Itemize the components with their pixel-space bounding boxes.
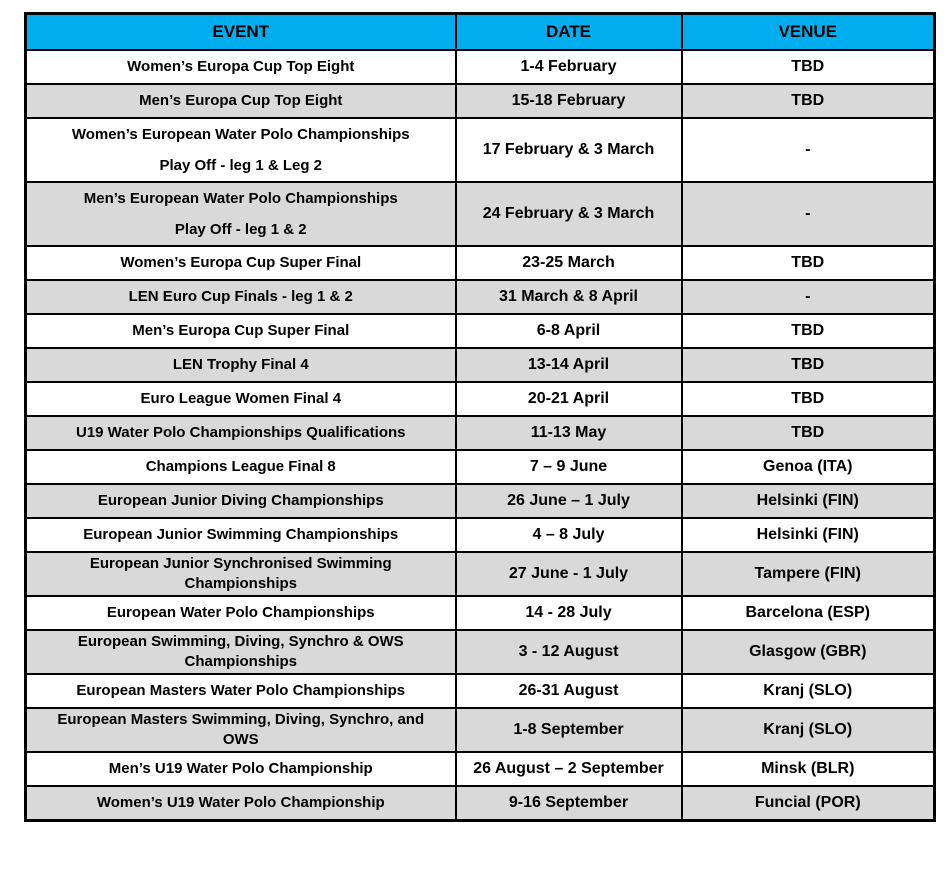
venue-cell: TBD bbox=[682, 50, 935, 84]
date-cell: 24 February & 3 March bbox=[456, 182, 682, 246]
venue-cell: Funcial (POR) bbox=[682, 786, 935, 820]
venue-cell: Barcelona (ESP) bbox=[682, 596, 935, 630]
event-cell bbox=[26, 182, 456, 246]
header-venue: VENUE bbox=[682, 14, 935, 51]
venue-cell: TBD bbox=[682, 416, 935, 450]
event-line: Champions League Final 8 bbox=[145, 458, 336, 475]
table-row bbox=[26, 552, 935, 596]
event-line: European Junior Swimming Championships bbox=[83, 526, 399, 543]
date-cell: 26-31 August bbox=[456, 674, 682, 708]
event-line: U19 Water Polo Championships Qualifications bbox=[76, 424, 406, 441]
event-cell bbox=[26, 84, 456, 118]
event-line: Championships bbox=[184, 575, 297, 592]
venue-cell: Helsinki (FIN) bbox=[682, 518, 935, 552]
table-row bbox=[26, 752, 935, 786]
event-cell bbox=[26, 450, 456, 484]
date-cell: 14 - 28 July bbox=[456, 596, 682, 630]
event-line: Women’s Europa Cup Top Eight bbox=[127, 58, 355, 75]
date-cell: 9-16 September bbox=[456, 786, 682, 820]
date-cell: 1-8 September bbox=[456, 708, 682, 752]
table-row bbox=[26, 314, 935, 348]
header-date: DATE bbox=[456, 14, 682, 51]
venue-cell: Minsk (BLR) bbox=[682, 752, 935, 786]
date-cell: 26 August – 2 September bbox=[456, 752, 682, 786]
venue-cell: Kranj (SLO) bbox=[682, 674, 935, 708]
event-line: Men’s Europa Cup Super Final bbox=[132, 322, 350, 339]
event-line: LEN Euro Cup Finals - leg 1 & 2 bbox=[128, 288, 353, 305]
event-line: Euro League Women Final 4 bbox=[140, 390, 342, 407]
event-line: European Masters Water Polo Championships bbox=[76, 682, 406, 699]
event-line: Play Off - leg 1 & Leg 2 bbox=[159, 157, 323, 174]
event-line: OWS bbox=[222, 731, 259, 748]
event-cell bbox=[26, 552, 456, 596]
table-row bbox=[26, 50, 935, 84]
date-cell: 11-13 May bbox=[456, 416, 682, 450]
event-line: Play Off - leg 1 & 2 bbox=[174, 221, 307, 238]
table-row bbox=[26, 596, 935, 630]
venue-cell: Kranj (SLO) bbox=[682, 708, 935, 752]
event-line: Men’s U19 Water Polo Championship bbox=[108, 760, 373, 777]
event-cell bbox=[26, 630, 456, 674]
venue-cell: TBD bbox=[682, 246, 935, 280]
event-cell bbox=[26, 348, 456, 382]
date-cell: 13-14 April bbox=[456, 348, 682, 382]
date-cell: 15-18 February bbox=[456, 84, 682, 118]
event-cell bbox=[26, 484, 456, 518]
event-cell bbox=[26, 786, 456, 820]
table-body bbox=[26, 50, 935, 820]
header-event: EVENT bbox=[26, 14, 456, 51]
table-row bbox=[26, 630, 935, 674]
event-cell bbox=[26, 382, 456, 416]
date-cell: 3 - 12 August bbox=[456, 630, 682, 674]
date-cell: 27 June - 1 July bbox=[456, 552, 682, 596]
table-row bbox=[26, 280, 935, 314]
date-cell: 20-21 April bbox=[456, 382, 682, 416]
table-header-row bbox=[26, 14, 935, 51]
event-cell bbox=[26, 314, 456, 348]
event-line: Women’s U19 Water Polo Championship bbox=[96, 793, 385, 811]
event-cell bbox=[26, 416, 456, 450]
table-row bbox=[26, 246, 935, 280]
table-row bbox=[26, 786, 935, 820]
date-cell: 7 – 9 June bbox=[456, 450, 682, 484]
venue-cell: Tampere (FIN) bbox=[682, 552, 935, 596]
event-cell bbox=[26, 118, 456, 182]
venue-cell: TBD bbox=[682, 84, 935, 118]
date-cell: 26 June – 1 July bbox=[456, 484, 682, 518]
table-row bbox=[26, 484, 935, 518]
venue-cell: TBD bbox=[682, 382, 935, 416]
event-line: European Water Polo Championships bbox=[106, 604, 375, 621]
event-cell bbox=[26, 246, 456, 280]
schedule-table-wrapper bbox=[24, 12, 936, 822]
venue-cell: Genoa (ITA) bbox=[682, 450, 935, 484]
venue-cell: Helsinki (FIN) bbox=[682, 484, 935, 518]
event-line: Men’s Europa Cup Top Eight bbox=[139, 92, 343, 109]
venue-cell: - bbox=[682, 118, 935, 182]
date-cell: 1-4 February bbox=[456, 50, 682, 84]
table-row bbox=[26, 450, 935, 484]
event-line: Championships bbox=[184, 653, 297, 670]
event-line: LEN Trophy Final 4 bbox=[172, 356, 309, 373]
event-line: European Junior Synchronised Swimming bbox=[89, 555, 392, 572]
event-line: Men’s European Water Polo Championships bbox=[83, 190, 398, 207]
event-line: European Masters Swimming, Diving, Synchro, and bbox=[57, 711, 425, 728]
event-line: Women’s Europa Cup Super Final bbox=[120, 254, 362, 271]
date-cell: 4 – 8 July bbox=[456, 518, 682, 552]
table-row bbox=[26, 182, 935, 246]
events-schedule-table bbox=[24, 12, 936, 822]
event-line: European Swimming, Diving, Synchro & OWS bbox=[77, 633, 404, 650]
event-cell bbox=[26, 280, 456, 314]
table-row bbox=[26, 118, 935, 182]
event-cell bbox=[26, 708, 456, 752]
venue-cell: - bbox=[682, 280, 935, 314]
event-cell bbox=[26, 596, 456, 630]
table-row bbox=[26, 708, 935, 752]
venue-cell: - bbox=[682, 182, 935, 246]
venue-cell: Glasgow (GBR) bbox=[682, 630, 935, 674]
venue-cell: TBD bbox=[682, 314, 935, 348]
date-cell: 23-25 March bbox=[456, 246, 682, 280]
date-cell: 6-8 April bbox=[456, 314, 682, 348]
venue-cell: TBD bbox=[682, 348, 935, 382]
table-row bbox=[26, 348, 935, 382]
event-cell bbox=[26, 50, 456, 84]
table-row bbox=[26, 416, 935, 450]
event-cell bbox=[26, 518, 456, 552]
date-cell: 31 March & 8 April bbox=[456, 280, 682, 314]
table-row bbox=[26, 382, 935, 416]
event-cell bbox=[26, 674, 456, 708]
event-line: Women’s European Water Polo Championships bbox=[71, 126, 410, 143]
date-cell: 17 February & 3 March bbox=[456, 118, 682, 182]
table-row bbox=[26, 518, 935, 552]
table-row bbox=[26, 674, 935, 708]
event-cell bbox=[26, 752, 456, 786]
event-line: European Junior Diving Championships bbox=[97, 492, 384, 509]
table-row bbox=[26, 84, 935, 118]
